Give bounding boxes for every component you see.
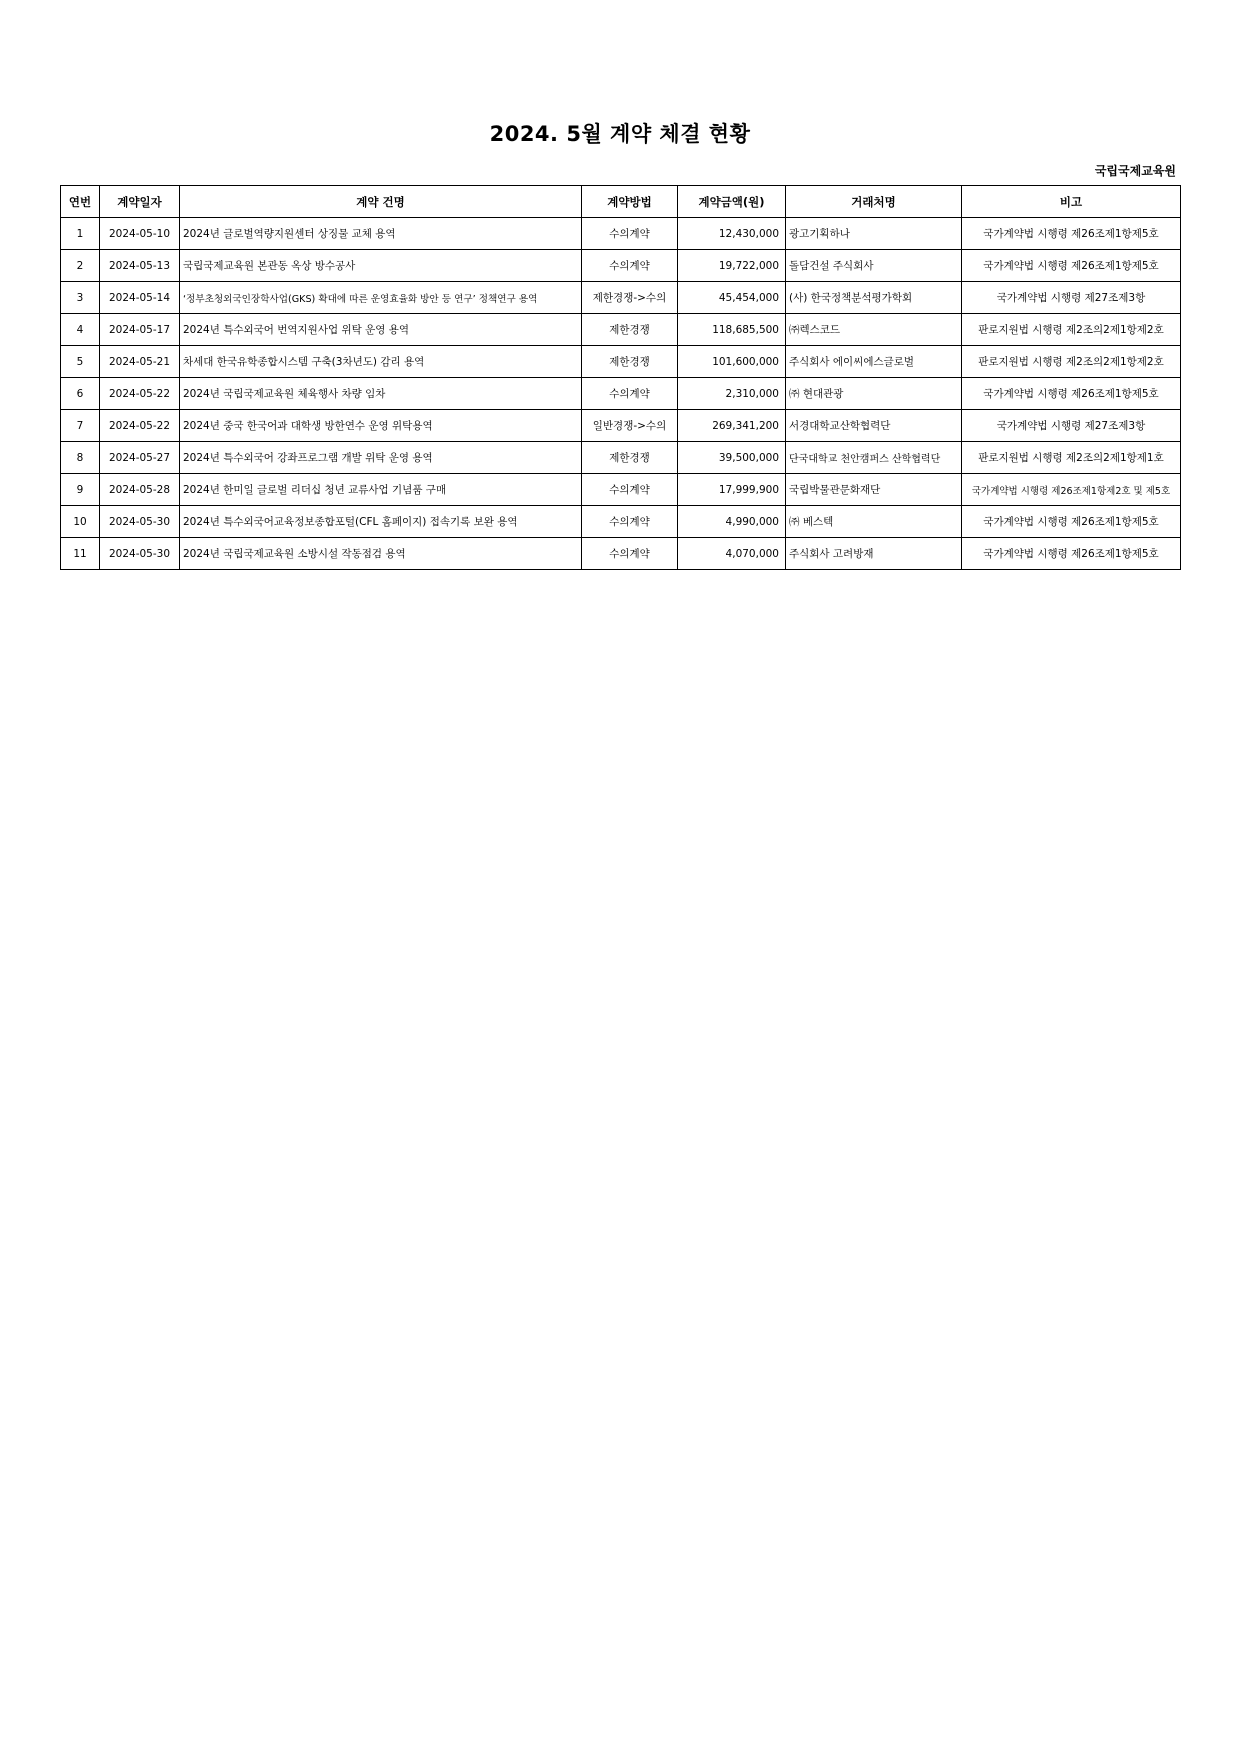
cell-no: 7 <box>61 410 100 442</box>
cell-no: 6 <box>61 378 100 410</box>
cell-name: 2024년 국립국제교육원 체육행사 차량 임차 <box>180 378 582 410</box>
cell-note: 국가계약법 시행령 제26조제1항제5호 <box>962 538 1181 570</box>
cell-no: 9 <box>61 474 100 506</box>
cell-date: 2024-05-27 <box>100 442 180 474</box>
cell-vendor: 돌담건설 주식회사 <box>786 250 962 282</box>
cell-method: 수의계약 <box>582 538 678 570</box>
cell-amount: 39,500,000 <box>678 442 786 474</box>
table-row <box>61 442 1181 474</box>
table-row <box>61 218 1181 250</box>
cell-note: 판로지원법 시행령 제2조의2제1항제2호 <box>962 314 1181 346</box>
cell-no: 1 <box>61 218 100 250</box>
cell-date: 2024-05-30 <box>100 506 180 538</box>
cell-date: 2024-05-30 <box>100 538 180 570</box>
cell-amount: 269,341,200 <box>678 410 786 442</box>
table-header-row <box>61 186 1181 218</box>
cell-method: 수의계약 <box>582 506 678 538</box>
cell-date: 2024-05-17 <box>100 314 180 346</box>
cell-vendor: (사) 한국정책분석평가학회 <box>786 282 962 314</box>
cell-note: 국가계약법 시행령 제26조제1항제2호 및 제5호 <box>962 474 1181 506</box>
contract-table <box>60 185 1181 570</box>
table-row <box>61 346 1181 378</box>
cell-name: 2024년 국립국제교육원 소방시설 작동점검 용역 <box>180 538 582 570</box>
cell-amount: 101,600,000 <box>678 346 786 378</box>
cell-name: ‘정부초청외국인장학사업(GKS) 확대에 따른 운영효율화 방안 등 연구’ 정책연구 용역 <box>180 282 582 314</box>
table-row <box>61 314 1181 346</box>
cell-amount: 4,990,000 <box>678 506 786 538</box>
col-header-vendor: 거래처명 <box>786 186 962 218</box>
cell-note: 국가계약법 시행령 제27조제3항 <box>962 282 1181 314</box>
cell-method: 수의계약 <box>582 250 678 282</box>
cell-no: 4 <box>61 314 100 346</box>
cell-amount: 19,722,000 <box>678 250 786 282</box>
organization-name: 국립국제교육원 <box>1094 164 1176 178</box>
cell-date: 2024-05-14 <box>100 282 180 314</box>
cell-vendor: 주식회사 에이씨에스글로벌 <box>786 346 962 378</box>
cell-name: 2024년 특수외국어교육정보종합포털(CFL 홈페이지) 접속기록 보완 용역 <box>180 506 582 538</box>
table-row <box>61 506 1181 538</box>
cell-no: 3 <box>61 282 100 314</box>
table-row <box>61 378 1181 410</box>
cell-name: 2024년 글로벌역량지원센터 상징물 교체 용역 <box>180 218 582 250</box>
cell-note: 국가계약법 시행령 제26조제1항제5호 <box>962 506 1181 538</box>
cell-no: 8 <box>61 442 100 474</box>
cell-no: 10 <box>61 506 100 538</box>
page-title: 2024. 5월 계약 체결 현황 <box>489 122 751 146</box>
cell-name: 2024년 특수외국어 번역지원사업 위탁 운영 용역 <box>180 314 582 346</box>
cell-method: 수의계약 <box>582 218 678 250</box>
cell-amount: 45,454,000 <box>678 282 786 314</box>
cell-method: 일반경쟁->수의 <box>582 410 678 442</box>
cell-vendor: 광고기획하나 <box>786 218 962 250</box>
cell-vendor: 단국대학교 천안캠퍼스 산학협력단 <box>786 442 962 474</box>
table-row <box>61 250 1181 282</box>
cell-method: 제한경쟁 <box>582 314 678 346</box>
cell-date: 2024-05-21 <box>100 346 180 378</box>
cell-date: 2024-05-28 <box>100 474 180 506</box>
cell-no: 11 <box>61 538 100 570</box>
cell-vendor: ㈜렉스코드 <box>786 314 962 346</box>
cell-note: 국가계약법 시행령 제27조제3항 <box>962 410 1181 442</box>
cell-method: 제한경쟁 <box>582 346 678 378</box>
cell-note: 판로지원법 시행령 제2조의2제1항제2호 <box>962 346 1181 378</box>
table-row <box>61 538 1181 570</box>
col-header-name: 계약 건명 <box>180 186 582 218</box>
table-row <box>61 474 1181 506</box>
cell-amount: 4,070,000 <box>678 538 786 570</box>
col-header-note: 비고 <box>962 186 1181 218</box>
table-row <box>61 282 1181 314</box>
cell-name: 2024년 특수외국어 강좌프로그램 개발 위탁 운영 용역 <box>180 442 582 474</box>
cell-method: 수의계약 <box>582 474 678 506</box>
cell-no: 2 <box>61 250 100 282</box>
cell-name: 차세대 한국유학종합시스템 구축(3차년도) 감리 용역 <box>180 346 582 378</box>
cell-note: 국가계약법 시행령 제26조제1항제5호 <box>962 218 1181 250</box>
cell-amount: 118,685,500 <box>678 314 786 346</box>
cell-vendor: 주식회사 고려방재 <box>786 538 962 570</box>
cell-method: 제한경쟁->수의 <box>582 282 678 314</box>
col-header-date: 계약일자 <box>100 186 180 218</box>
cell-date: 2024-05-13 <box>100 250 180 282</box>
table-row <box>61 410 1181 442</box>
cell-vendor: ㈜ 베스텍 <box>786 506 962 538</box>
cell-name: 2024년 중국 한국어과 대학생 방한연수 운영 위탁용역 <box>180 410 582 442</box>
cell-method: 제한경쟁 <box>582 442 678 474</box>
col-header-amount: 계약금액(원) <box>678 186 786 218</box>
cell-vendor: 국립박물관문화재단 <box>786 474 962 506</box>
cell-note: 국가계약법 시행령 제26조제1항제5호 <box>962 250 1181 282</box>
cell-amount: 2,310,000 <box>678 378 786 410</box>
cell-name: 국립국제교육원 본관동 옥상 방수공사 <box>180 250 582 282</box>
col-header-method: 계약방법 <box>582 186 678 218</box>
cell-date: 2024-05-22 <box>100 378 180 410</box>
cell-note: 국가계약법 시행령 제26조제1항제5호 <box>962 378 1181 410</box>
cell-note: 판로지원법 시행령 제2조의2제1항제1호 <box>962 442 1181 474</box>
cell-vendor: 서경대학교산학협력단 <box>786 410 962 442</box>
cell-name: 2024년 한미일 글로벌 리더십 청년 교류사업 기념품 구매 <box>180 474 582 506</box>
col-header-no: 연번 <box>61 186 100 218</box>
cell-method: 수의계약 <box>582 378 678 410</box>
cell-date: 2024-05-22 <box>100 410 180 442</box>
cell-date: 2024-05-10 <box>100 218 180 250</box>
cell-no: 5 <box>61 346 100 378</box>
cell-vendor: ㈜ 현대관광 <box>786 378 962 410</box>
cell-amount: 12,430,000 <box>678 218 786 250</box>
cell-amount: 17,999,900 <box>678 474 786 506</box>
